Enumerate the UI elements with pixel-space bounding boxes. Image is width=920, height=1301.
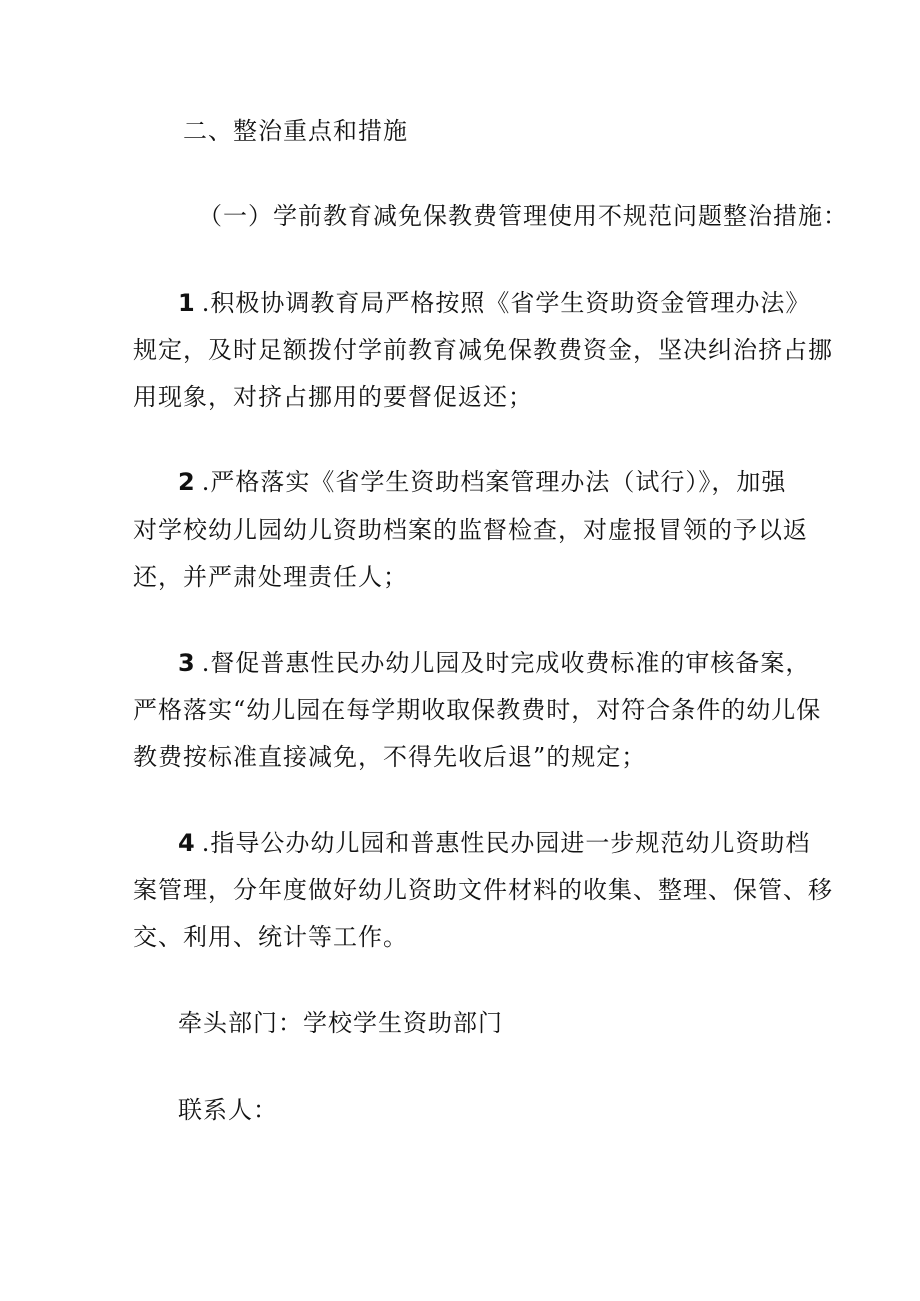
item-1-line-2: 规定，及时足额拨付学前教育减免保教费资金，坚决纠治挤占挪 xyxy=(133,336,833,364)
item-1-number: 1 xyxy=(178,289,196,317)
item-4-text-1: .指导公办幼儿园和普惠性民办园进一步规范幼儿资助档 xyxy=(201,829,811,857)
item-2-number: 2 xyxy=(178,468,196,496)
item-3-number: 3 xyxy=(178,649,196,677)
contact-person: 联系人： xyxy=(178,1096,278,1124)
item-4-line-1 xyxy=(178,828,810,858)
item-3-line-1 xyxy=(178,648,810,678)
item-1-line-1 xyxy=(178,288,810,318)
lead-department: 牵头部门：学校学生资助部门 xyxy=(178,1009,503,1037)
item-2-line-3: 还，并严肃处理责任人； xyxy=(133,563,408,591)
item-2-line-2: 对学校幼儿园幼儿资助档案的监督检查，对虚报冒领的予以返 xyxy=(133,516,808,544)
item-4-line-2: 案管理，分年度做好幼儿资助文件材料的收集、整理、保管、移 xyxy=(133,876,833,904)
item-2-text-1: .严格落实《省学生资助档案管理办法（试行）》，加强 xyxy=(201,468,787,496)
item-1-line-3: 用现象，对挤占挪用的要督促返还； xyxy=(133,383,533,411)
item-1-text-1: .积极协调教育局严格按照《省学生资助资金管理办法》 xyxy=(201,289,811,317)
item-4-line-3: 交、利用、统计等工作。 xyxy=(133,923,408,951)
item-3-line-3: 教费按标准直接减免，不得先收后退”的规定； xyxy=(133,743,647,771)
item-3-line-2: 严格落实“幼儿园在每学期收取保教费时，对符合条件的幼儿保 xyxy=(133,696,822,724)
subsection-heading: （一）学前教育减免保教费管理使用不规范问题整治措施： xyxy=(198,202,848,230)
item-4-number: 4 xyxy=(178,829,196,857)
item-3-text-1: .督促普惠性民办幼儿园及时完成收费标准的审核备案， xyxy=(201,649,811,677)
section-heading: 二、整治重点和措施 xyxy=(183,117,408,145)
item-2-line-1 xyxy=(178,467,786,497)
